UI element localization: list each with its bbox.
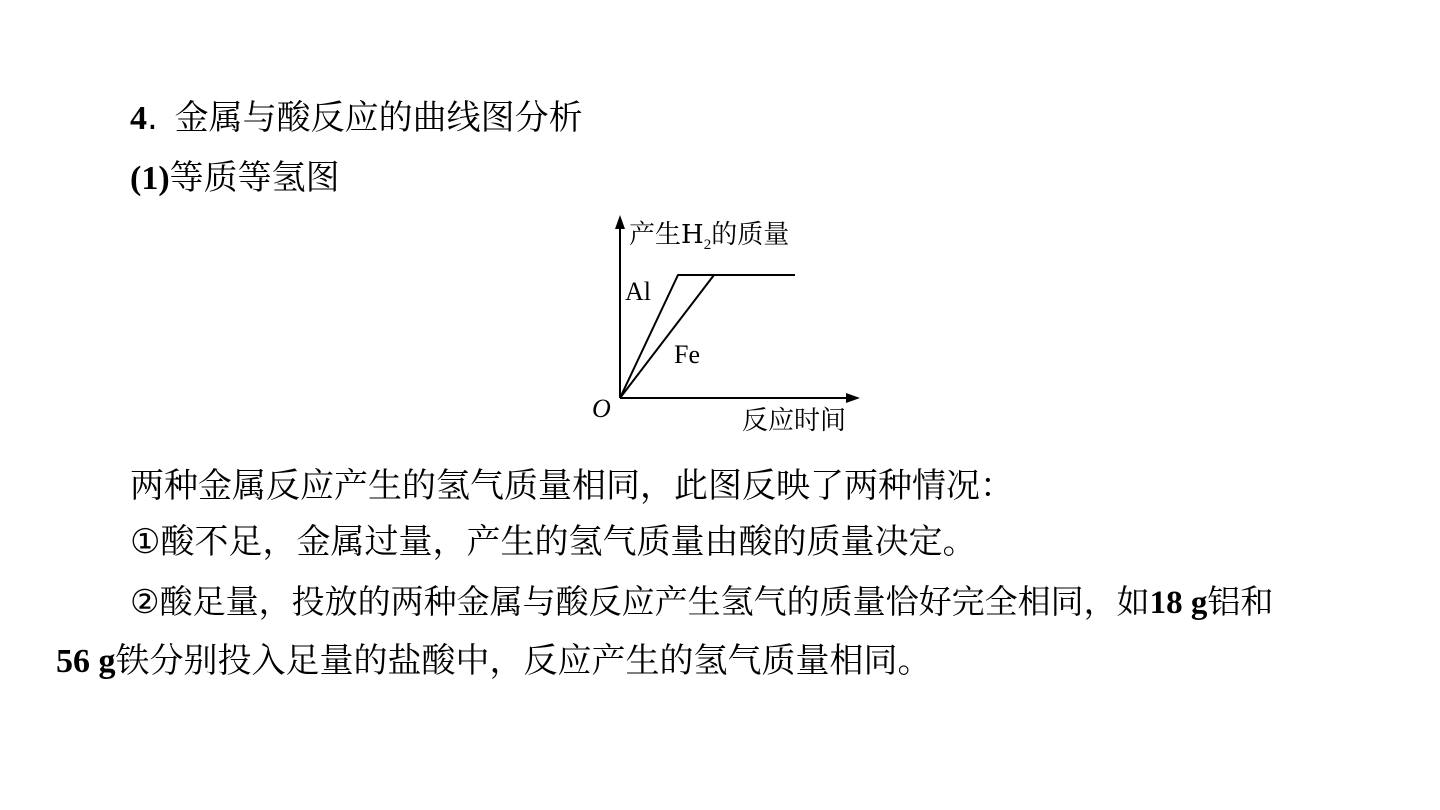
series-label-al: Al	[625, 277, 651, 306]
paragraph-3-tail: 铝和	[1207, 582, 1274, 621]
hydrogen-mass-graph	[580, 205, 880, 445]
subsection-marker: (1)	[130, 160, 170, 197]
paragraph-4	[56, 641, 932, 682]
aluminium-mass-value: 18 g	[1149, 585, 1208, 621]
paragraph-2-text: ①酸不足，金属过量，产生的氢气质量由酸的质量决定。	[130, 522, 977, 562]
section-title: 金属与酸反应的曲线图分析	[174, 98, 583, 138]
iron-mass-value: 56 g	[56, 643, 116, 680]
x-axis-label: 反应时间	[742, 406, 847, 436]
series-label-fe: Fe	[674, 340, 700, 369]
paragraph-3	[130, 582, 1273, 623]
section-number: 4	[130, 100, 147, 137]
y-axis-label: 产生$H_2$的质量	[629, 220, 790, 253]
section-number-separator: .	[147, 98, 158, 138]
paragraph-1-text: 两种金属反应产生的氢气质量相同，此图反映了两种情况：	[130, 466, 1014, 506]
paragraph-4-text: 铁分别投入足量的盐酸中，反应产生的氢气质量相同。	[115, 641, 932, 681]
paragraph-1	[130, 466, 1014, 506]
subsection-heading	[130, 158, 340, 199]
subsection-title: 等质等氢图	[169, 158, 340, 198]
y-axis-arrow	[615, 215, 625, 229]
origin-label: O	[592, 394, 611, 423]
paragraph-2	[130, 522, 976, 562]
section-heading	[130, 98, 583, 139]
paragraph-3-text: ②酸足量，投放的两种金属与酸反应产生氢气的质量恰好完全相同，如	[130, 582, 1150, 621]
x-axis-arrow	[846, 393, 860, 403]
